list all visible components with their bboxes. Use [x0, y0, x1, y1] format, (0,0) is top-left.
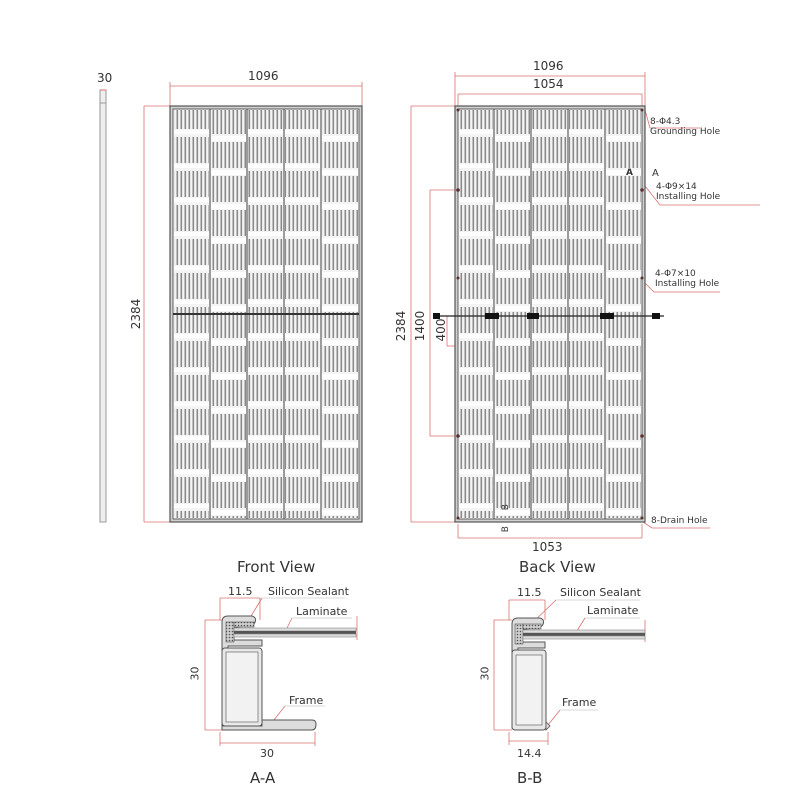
front-width-label: 1096	[248, 69, 279, 83]
aa-sealant-label: Silicon Sealant	[268, 585, 349, 598]
bb-laminate-label: Laminate	[587, 604, 639, 617]
back-bottom-width-label: 1053	[532, 540, 563, 554]
back-outer-width-label: 1096	[533, 59, 564, 73]
callout-grounding-hole	[650, 117, 720, 138]
callout-installing-large-desc: Installing Hole	[656, 192, 721, 203]
mount-span-label: 1400	[413, 310, 427, 342]
bb-lip-width-label: 11.5	[517, 586, 542, 599]
bb-base-width-label: 14.4	[517, 747, 542, 760]
callout-grounding-spec: 8-Φ4.3	[650, 117, 681, 127]
thickness-label: 30	[97, 71, 113, 85]
callout-grounding-desc: Grounding Hole	[650, 127, 721, 138]
aa-laminate-label: Laminate	[296, 605, 348, 618]
aa-frame-label: Frame	[289, 694, 324, 707]
section-bb-title: B-B	[517, 769, 543, 787]
section-marker-b: B	[500, 526, 511, 533]
bb-height-label: 30	[478, 666, 492, 681]
bb-sealant-label: Silicon Sealant	[560, 586, 641, 599]
section-aa-drawing	[205, 598, 357, 746]
front-view-panel	[170, 106, 362, 522]
back-height-label: 2384	[394, 310, 408, 342]
front-view-title: Front View	[237, 558, 316, 576]
callout-installing-hole-small	[655, 269, 719, 290]
callout-installing-large-spec: 4-Φ9×14	[656, 182, 697, 192]
callout-installing-small-spec: 4-Φ7×10	[655, 269, 696, 279]
front-height-label: 2384	[129, 298, 143, 330]
section-marker-a-inner: A	[626, 168, 633, 178]
callout-installing-small-desc: Installing Hole	[655, 279, 720, 290]
bb-frame-label: Frame	[562, 696, 597, 709]
callout-drain-hole: 8-Drain Hole	[651, 516, 708, 526]
section-marker-a: A	[652, 168, 659, 179]
aa-base-width-label: 30	[260, 747, 274, 760]
aa-height-label: 30	[188, 666, 202, 681]
cable-offset-label: 400	[434, 318, 448, 342]
back-view-title: Back View	[519, 558, 596, 576]
aa-lip-width-label: 11.5	[228, 585, 253, 598]
side-profile	[100, 90, 106, 522]
section-bb-drawing	[494, 600, 645, 745]
section-aa-title: A-A	[250, 769, 276, 787]
callout-installing-hole-large	[656, 182, 720, 203]
section-marker-b-inner: B	[500, 504, 511, 511]
back-inner-width-label: 1054	[533, 77, 564, 91]
